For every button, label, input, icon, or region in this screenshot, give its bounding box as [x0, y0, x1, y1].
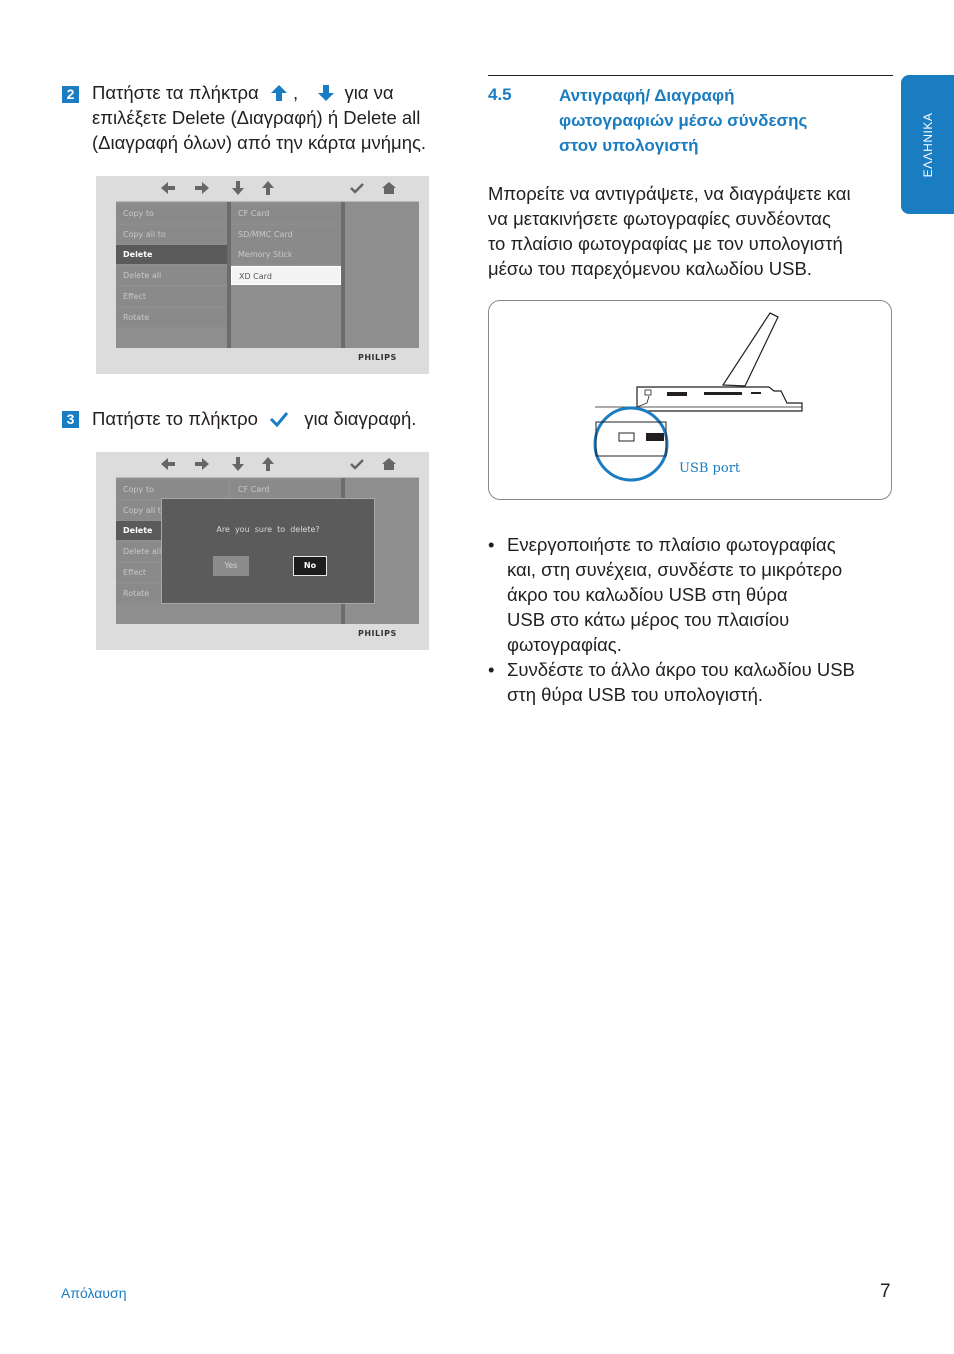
- menu-item[interactable]: Copy to: [116, 204, 227, 223]
- up-arrow-icon: [260, 456, 276, 472]
- home-icon: [381, 456, 397, 472]
- list-item: [488, 532, 898, 657]
- submenu-item: CF Card: [231, 480, 341, 499]
- step-3-before: Πατήστε το πλήκτρο: [92, 408, 258, 429]
- step-2-line3: (Διαγραφή όλων) από την κάρτα μνήμης.: [92, 132, 427, 153]
- menu-item[interactable]: Delete all: [116, 266, 227, 285]
- step-3-text: [92, 406, 472, 431]
- section-title-line: στον υπολογιστή: [559, 136, 699, 155]
- yes-button[interactable]: Yes: [213, 556, 249, 576]
- menu-panel: [116, 201, 419, 348]
- step-2-comma: ,: [293, 82, 299, 103]
- home-icon: [381, 180, 397, 196]
- down-arrow-icon: [230, 180, 246, 196]
- list-item-line: και, στη συνέχεια, συνδέστε το μικρότερο: [507, 559, 843, 580]
- step-2-line1-before: Πατήστε τα πλήκτρα: [92, 82, 259, 103]
- menu-item[interactable]: Delete: [116, 521, 227, 540]
- instruction-list: [488, 532, 898, 707]
- philips-logo: PHILIPS: [358, 353, 397, 362]
- usb-illustration: [488, 300, 892, 500]
- down-arrow-icon: [230, 456, 246, 472]
- list-item: [488, 657, 898, 707]
- up-arrow-icon: [270, 83, 288, 101]
- panel-divider: [227, 202, 231, 348]
- checkmark-icon: [349, 456, 365, 472]
- list-item-line: στη θύρα USB του υπολογιστή.: [507, 684, 764, 705]
- left-arrow-icon: [160, 180, 176, 196]
- menu-item[interactable]: Effect: [116, 287, 227, 306]
- menu-item[interactable]: Delete: [116, 245, 227, 264]
- right-arrow-icon: [194, 180, 210, 196]
- list-item-line: άκρο του καλωδίου USB στη θύρα: [507, 584, 788, 605]
- submenu-item[interactable]: CF Card: [231, 204, 341, 223]
- step-2-line1-after: για να: [344, 82, 394, 103]
- list-item-line: USB στο κάτω μέρος του πλαισίου: [507, 609, 790, 630]
- down-arrow-icon: [317, 83, 335, 101]
- submenu-item[interactable]: Memory Stick: [231, 245, 341, 264]
- step-3-badge: 3: [62, 411, 79, 428]
- menu-item[interactable]: Rotate: [116, 308, 227, 327]
- section-title-line: Αντιγραφή/ Διαγραφή: [559, 86, 735, 105]
- panel-divider: [341, 202, 345, 348]
- language-tab-label: ΕΛΛΗΝΙΚΑ: [920, 112, 935, 177]
- list-item-line: φωτογραφίας.: [507, 634, 622, 655]
- bullet-icon: •: [488, 659, 495, 680]
- footer-section: Απόλαυση: [61, 1285, 127, 1301]
- intro-paragraph: [488, 181, 898, 281]
- checkmark-icon: [269, 409, 289, 427]
- menu-item[interactable]: Copy to: [116, 480, 227, 499]
- bullet-icon: •: [488, 534, 495, 555]
- submenu-item[interactable]: SD/MMC Card: [231, 225, 341, 244]
- menu-screenshot-1: [96, 176, 429, 374]
- section-title: [559, 83, 889, 158]
- step-2-badge: 2: [62, 86, 79, 103]
- intro-line: Μπορείτε να αντιγράψετε, να διαγράψετε και: [488, 183, 851, 204]
- intro-line: μέσω του παρεχόμενου καλωδίου USB.: [488, 258, 812, 279]
- no-button[interactable]: No: [293, 556, 327, 576]
- usb-port-label: USB port: [679, 461, 741, 476]
- intro-line: το πλαίσιο φωτογραφίας με τον υπολογιστή: [488, 233, 843, 254]
- step-3-after: για διαγραφή.: [304, 408, 417, 429]
- up-arrow-icon: [260, 180, 276, 196]
- list-item-line: Συνδέστε το άλλο άκρο του καλωδίου USB: [507, 659, 855, 680]
- section-title-line: φωτογραφιών μέσω σύνδεσης: [559, 111, 808, 130]
- philips-logo: PHILIPS: [358, 629, 397, 638]
- menu-item[interactable]: Delete all: [116, 542, 227, 561]
- submenu-item[interactable]: XD Card: [231, 266, 341, 285]
- section-top-rule: [488, 75, 893, 76]
- left-arrow-icon: [160, 456, 176, 472]
- menu-item[interactable]: Effect: [116, 563, 227, 582]
- right-arrow-icon: [194, 456, 210, 472]
- menu-screenshot-2: [96, 452, 429, 650]
- list-item-line: Ενεργοποιήστε το πλαίσιο φωτογραφίας: [507, 534, 836, 555]
- menu-item[interactable]: Copy all to: [116, 225, 227, 244]
- menu-item[interactable]: Copy all t: [116, 501, 227, 520]
- delete-confirm-dialog: [161, 498, 375, 604]
- language-tab: [901, 75, 954, 214]
- screen-toolbar: [96, 452, 429, 478]
- dialog-question: Are you sure to delete?: [216, 525, 320, 534]
- menu-panel: [116, 477, 419, 624]
- screen-toolbar: [96, 176, 429, 202]
- step-2-line2: επιλέξετε Delete (Διαγραφή) ή Delete all: [92, 107, 421, 128]
- checkmark-icon: [349, 180, 365, 196]
- intro-line: να μετακινήσετε φωτογραφίες συνδέοντας: [488, 208, 831, 229]
- menu-item[interactable]: Rotate: [116, 584, 227, 603]
- section-number: 4.5: [488, 85, 512, 104]
- page-number: 7: [880, 1281, 891, 1302]
- step-2-text: [92, 80, 472, 155]
